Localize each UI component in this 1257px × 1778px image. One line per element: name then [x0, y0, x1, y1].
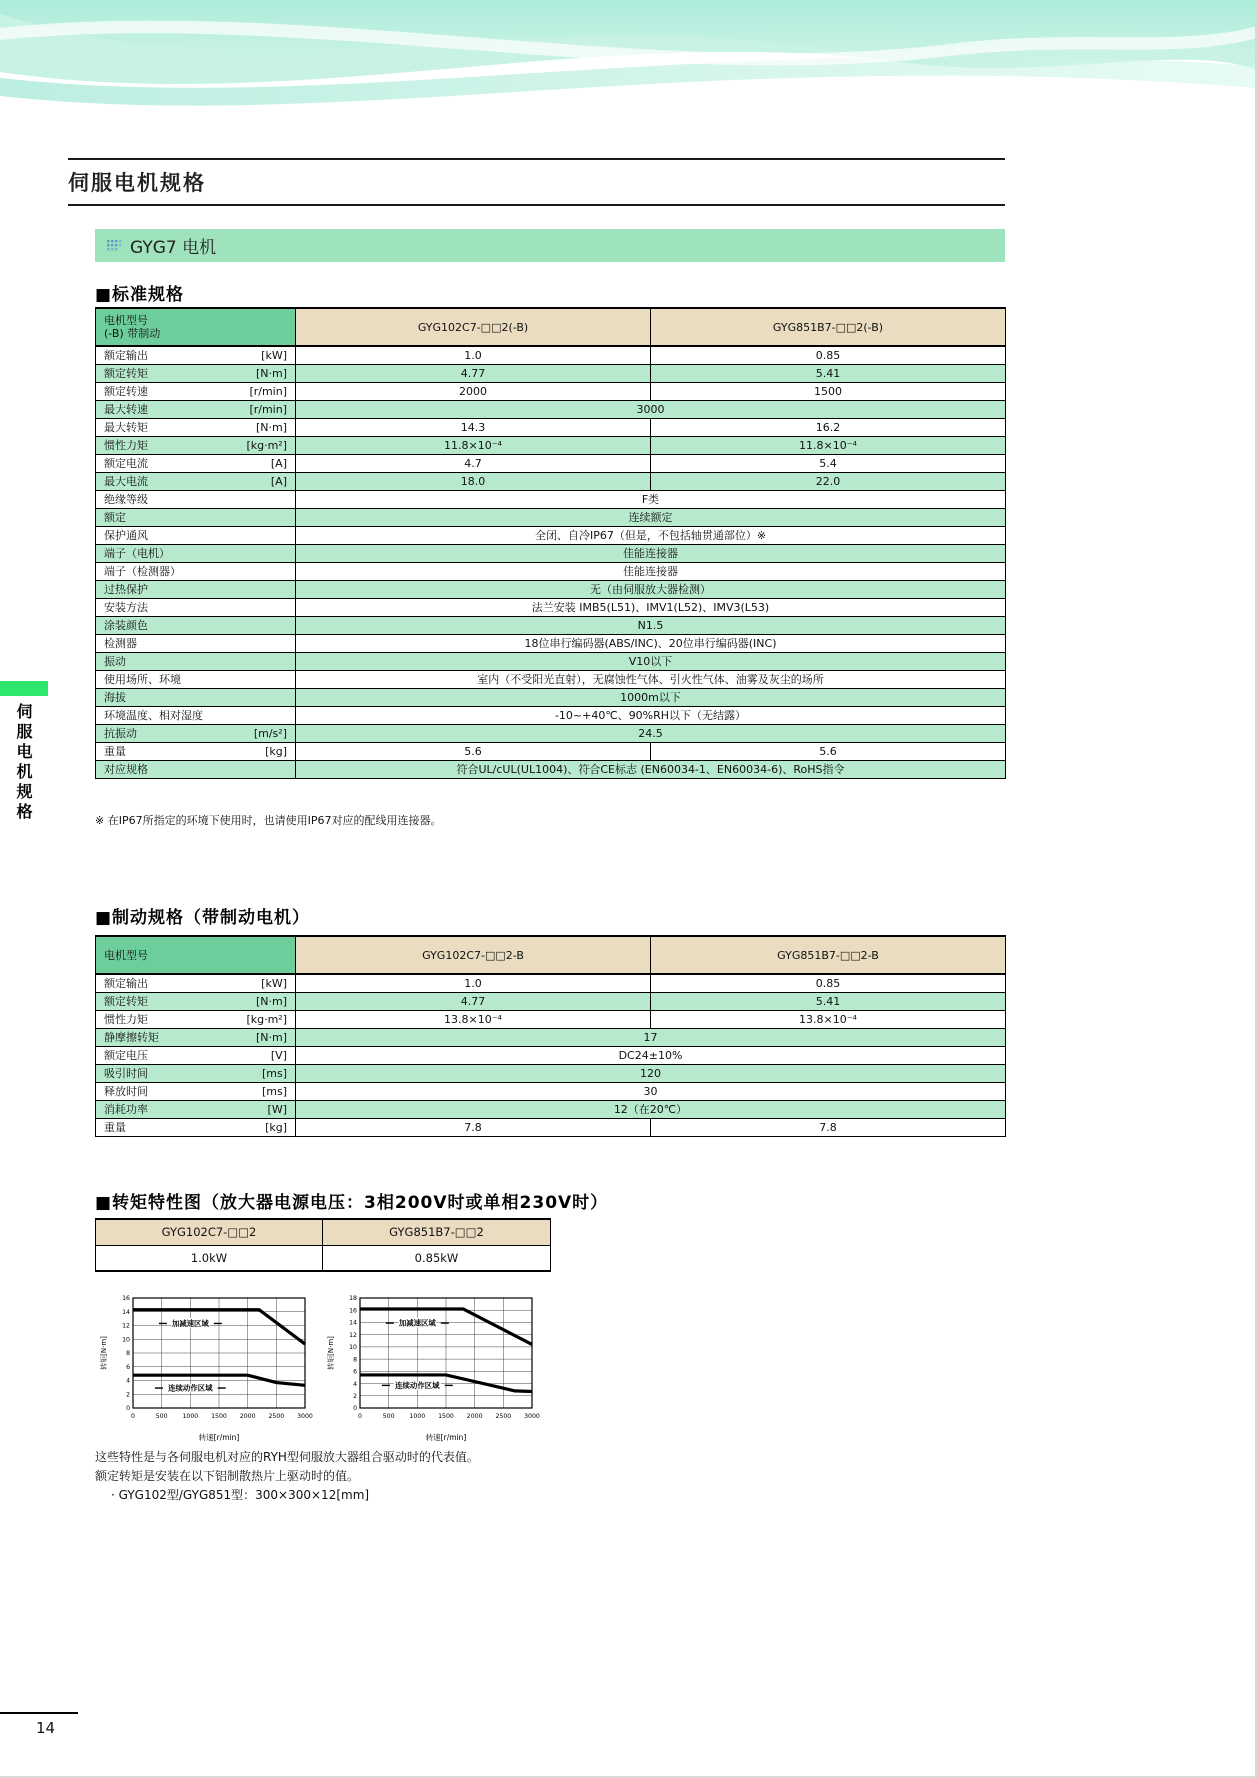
row-label: 额定转矩 [N·m] — [96, 992, 296, 1010]
series-banner-label: GYG7 电机 — [130, 238, 217, 258]
row-label: 安装方法 — [96, 598, 296, 616]
row-label: 重量 [kg] — [96, 742, 296, 760]
section-title-standard-spec: ■标准规格 — [95, 285, 185, 305]
svg-text:3000: 3000 — [297, 1413, 313, 1420]
row-value: 5.6 — [651, 742, 1006, 760]
row-label: 最大转矩 [N·m] — [96, 418, 296, 436]
row-value: 连续额定 — [296, 508, 1006, 526]
row-value: 5.4 — [651, 454, 1006, 472]
svg-text:0: 0 — [126, 1405, 130, 1413]
torque-model-table-wrap — [95, 1218, 551, 1272]
row-label: 额定转矩 [N·m] — [96, 364, 296, 382]
table-row — [96, 742, 1006, 760]
svg-text:10: 10 — [349, 1344, 357, 1352]
section-title-brake-spec: ■制动规格（带制动电机） — [95, 908, 311, 928]
row-label: 海拔 — [96, 688, 296, 706]
row-label: 额定电压 [V] — [96, 1046, 296, 1064]
table-row — [96, 688, 1006, 706]
row-label: 最大电流 [A] — [96, 472, 296, 490]
row-value: 1.0 — [296, 974, 651, 992]
svg-text:转矩[N·m]: 转矩[N·m] — [100, 1336, 108, 1370]
table-row — [96, 992, 1006, 1010]
row-value: 佳能连接器 — [296, 562, 1006, 580]
row-value: 16.2 — [651, 418, 1006, 436]
row-label: 吸引时间 [ms] — [96, 1064, 296, 1082]
row-label: 振动 — [96, 652, 296, 670]
svg-text:转速[r/min]: 转速[r/min] — [425, 1433, 467, 1442]
page-number: 14 — [36, 1719, 56, 1737]
svg-text:0: 0 — [353, 1405, 357, 1413]
header-label-line: 电机型号 — [104, 948, 148, 962]
row-value: 3000 — [296, 400, 1006, 418]
row-value: F类 — [296, 490, 1006, 508]
row-label: 消耗功率 [W] — [96, 1100, 296, 1118]
row-value: 18.0 — [296, 472, 651, 490]
table-row — [96, 616, 1006, 634]
decorative-wave — [0, 0, 1257, 135]
row-label: 额定转速 [r/min] — [96, 382, 296, 400]
table-row — [96, 760, 1006, 778]
model-power-cell: 1.0kW — [96, 1245, 323, 1271]
torque-model-table — [95, 1218, 551, 1272]
brake-spec-table — [95, 935, 1006, 1137]
row-value: 0.85 — [651, 346, 1006, 364]
title-bottom-rule — [68, 204, 1005, 206]
sidebar-tab-marker — [0, 681, 48, 696]
table-row — [96, 382, 1006, 400]
row-value: 18位串行编码器(ABS/INC)、20位串行编码器(INC) — [296, 634, 1006, 652]
table-row — [96, 1100, 1006, 1118]
row-value: 佳能连接器 — [296, 544, 1006, 562]
table-row — [96, 454, 1006, 472]
svg-text:2000: 2000 — [466, 1413, 483, 1420]
standard-spec-footnote: ※ 在IP67所指定的环境下使用时，也请使用IP67对应的配线用连接器。 — [95, 814, 442, 827]
svg-text:3000: 3000 — [524, 1413, 540, 1420]
row-label: 保护通风 — [96, 526, 296, 544]
table-header-row — [96, 308, 1006, 346]
svg-text:16: 16 — [349, 1307, 357, 1315]
row-value: 7.8 — [296, 1118, 651, 1136]
row-label: 额定输出 [kW] — [96, 974, 296, 992]
row-label: 使用场所、环境 — [96, 670, 296, 688]
row-label: 对应规格 — [96, 760, 296, 778]
svg-text:加减速区域: 加减速区域 — [171, 1319, 209, 1329]
row-value: 7.8 — [651, 1118, 1006, 1136]
row-value: 120 — [296, 1064, 1006, 1082]
row-value: 2000 — [296, 382, 651, 400]
title-top-rule — [68, 158, 1005, 160]
row-label: 释放时间 [ms] — [96, 1082, 296, 1100]
row-value: -10~+40℃、90%RH以下（无结露） — [296, 706, 1006, 724]
table-row — [96, 706, 1006, 724]
row-value: 5.6 — [296, 742, 651, 760]
header-label-line: (-B) 带制动 — [104, 327, 161, 340]
table-row — [96, 418, 1006, 436]
svg-text:2: 2 — [353, 1392, 357, 1400]
row-value: 1.0 — [296, 346, 651, 364]
row-value: 无（由伺服放大器检测） — [296, 580, 1006, 598]
row-label: 检测器 — [96, 634, 296, 652]
table-header-row — [96, 936, 1006, 974]
row-value: 4.77 — [296, 364, 651, 382]
row-value: 11.8×10⁻⁴ — [651, 436, 1006, 454]
svg-text:2500: 2500 — [495, 1413, 512, 1420]
svg-text:500: 500 — [155, 1413, 168, 1420]
section-title-torque-charts: ■转矩特性图（放大器电源电压：3相200V时或单相230V时） — [95, 1193, 609, 1213]
svg-text:6: 6 — [126, 1363, 130, 1371]
row-value: DC24±10% — [296, 1046, 1006, 1064]
row-label: 额定电流 [A] — [96, 454, 296, 472]
row-label: 涂装颜色 — [96, 616, 296, 634]
svg-text:10: 10 — [122, 1336, 130, 1344]
row-value: 1500 — [651, 382, 1006, 400]
model-header-cell: GYG102C7-□□2(-B) — [296, 308, 651, 346]
row-value: 1000m以下 — [296, 688, 1006, 706]
table-row — [96, 634, 1006, 652]
row-label: 额定 — [96, 508, 296, 526]
svg-text:1000: 1000 — [182, 1413, 199, 1420]
model-header-cell: GYG851B7-□□2 — [323, 1219, 551, 1245]
row-label: 抗振动 [m/s²] — [96, 724, 296, 742]
row-label: 惯性力矩 [kg·m²] — [96, 436, 296, 454]
header-label-line: 电机型号 — [104, 314, 148, 327]
torque-chart-gyg102 — [97, 1288, 314, 1446]
row-label: 端子（电机） — [96, 544, 296, 562]
row-label: 最大转速 [r/min] — [96, 400, 296, 418]
row-value: 4.7 — [296, 454, 651, 472]
table-row — [96, 1118, 1006, 1136]
table-row — [96, 346, 1006, 364]
table-row — [96, 580, 1006, 598]
grid-dots-icon — [107, 240, 122, 251]
table-row — [96, 1082, 1006, 1100]
svg-text:2000: 2000 — [239, 1413, 256, 1420]
row-value: 11.8×10⁻⁴ — [296, 436, 651, 454]
row-value: 17 — [296, 1028, 1006, 1046]
row-value: 24.5 — [296, 724, 1006, 742]
table-row — [96, 1046, 1006, 1064]
table-row — [96, 544, 1006, 562]
table-row — [96, 974, 1006, 992]
svg-text:14: 14 — [122, 1308, 130, 1316]
table-row — [96, 1064, 1006, 1082]
table-row — [96, 562, 1006, 580]
svg-text:12: 12 — [122, 1322, 130, 1330]
row-label: 过热保护 — [96, 580, 296, 598]
svg-text:8: 8 — [353, 1356, 357, 1364]
note-line: · GYG102型/GYG851型：300×300×12[mm] — [111, 1488, 370, 1502]
table-row — [96, 1245, 551, 1271]
svg-text:4: 4 — [353, 1380, 357, 1388]
svg-text:0: 0 — [358, 1413, 362, 1420]
svg-text:0: 0 — [131, 1413, 135, 1420]
table-row — [96, 472, 1006, 490]
svg-text:连续动作区域: 连续动作区域 — [168, 1383, 213, 1393]
row-value: 室内（不受阳光直射），无腐蚀性气体、引火性气体、油雾及灰尘的场所 — [296, 670, 1006, 688]
sidebar-section-label: 伺服电机规格 — [14, 703, 33, 823]
series-banner — [95, 229, 1005, 262]
row-value: 0.85 — [651, 974, 1006, 992]
table-row — [96, 490, 1006, 508]
row-label: 惯性力矩 [kg·m²] — [96, 1010, 296, 1028]
svg-text:18: 18 — [349, 1295, 357, 1303]
svg-text:2500: 2500 — [268, 1413, 285, 1420]
svg-text:转矩[N·m]: 转矩[N·m] — [327, 1336, 335, 1370]
svg-text:1500: 1500 — [211, 1413, 227, 1420]
svg-text:转速[r/min]: 转速[r/min] — [198, 1433, 240, 1442]
row-value: 12（在20℃） — [296, 1100, 1006, 1118]
table-row — [96, 724, 1006, 742]
footer-rule — [0, 1712, 78, 1714]
svg-text:1000: 1000 — [409, 1413, 426, 1420]
row-label: 额定输出 [kW] — [96, 346, 296, 364]
row-value: N1.5 — [296, 616, 1006, 634]
row-value: 符合UL/cUL(UL1004)、符合CE标志 (EN60034-1、EN60034-6)、RoHS指令 — [296, 760, 1006, 778]
row-label: 环境温度、相对湿度 — [96, 706, 296, 724]
table-row — [96, 526, 1006, 544]
model-power-cell: 0.85kW — [323, 1245, 551, 1271]
svg-text:6: 6 — [353, 1368, 357, 1376]
row-value: 5.41 — [651, 992, 1006, 1010]
svg-text:12: 12 — [349, 1331, 357, 1339]
table-row — [96, 1219, 551, 1245]
torque-notes — [95, 1448, 479, 1505]
model-header-cell: GYG102C7-□□2-B — [296, 936, 651, 974]
table-row — [96, 652, 1006, 670]
row-value: 22.0 — [651, 472, 1006, 490]
model-header-cell: GYG102C7-□□2 — [96, 1219, 323, 1245]
svg-text:连续动作区域: 连续动作区域 — [395, 1380, 440, 1390]
table-row — [96, 364, 1006, 382]
table-row — [96, 1010, 1006, 1028]
table-row — [96, 508, 1006, 526]
model-header-cell: GYG851B7-□□2(-B) — [651, 308, 1006, 346]
table-row — [96, 1028, 1006, 1046]
row-value: 14.3 — [296, 418, 651, 436]
table-row — [96, 598, 1006, 616]
svg-text:加减速区域: 加减速区域 — [398, 1318, 436, 1328]
table-row — [96, 670, 1006, 688]
row-value: 4.77 — [296, 992, 651, 1010]
svg-text:8: 8 — [126, 1350, 130, 1358]
row-value: 13.8×10⁻⁴ — [651, 1010, 1006, 1028]
row-value: 法兰安装 IMB5(L51)、IMV1(L52)、IMV3(L53) — [296, 598, 1006, 616]
header-label-cell — [96, 308, 296, 346]
row-value: 5.41 — [651, 364, 1006, 382]
standard-spec-table-wrap — [95, 307, 1006, 779]
row-value: 全闭、自冷IP67（但是，不包括轴贯通部位）※ — [296, 526, 1006, 544]
svg-text:4: 4 — [126, 1377, 130, 1385]
row-value: 13.8×10⁻⁴ — [296, 1010, 651, 1028]
row-label: 重量 [kg] — [96, 1118, 296, 1136]
svg-text:2: 2 — [126, 1391, 130, 1399]
svg-text:14: 14 — [349, 1319, 357, 1327]
row-value: V10以下 — [296, 652, 1006, 670]
row-label: 静摩擦转矩 [N·m] — [96, 1028, 296, 1046]
row-value: 30 — [296, 1082, 1006, 1100]
header-label-cell — [96, 936, 296, 974]
note-line: 这些特性是与各伺服电机对应的RYH型伺服放大器组合驱动时的代表值。 — [95, 1450, 479, 1464]
svg-text:16: 16 — [122, 1295, 130, 1303]
standard-spec-table — [95, 307, 1006, 779]
svg-text:500: 500 — [382, 1413, 395, 1420]
brake-spec-table-wrap — [95, 935, 1006, 1137]
table-row — [96, 400, 1006, 418]
svg-text:1500: 1500 — [438, 1413, 454, 1420]
note-line: 额定转矩是安装在以下铝制散热片上驱动时的值。 — [95, 1469, 360, 1483]
row-label: 端子（检测器） — [96, 562, 296, 580]
row-label: 绝缘等级 — [96, 490, 296, 508]
table-row — [96, 436, 1006, 454]
model-header-cell: GYG851B7-□□2-B — [651, 936, 1006, 974]
torque-chart-gyg851 — [324, 1288, 541, 1446]
page-title: 伺服电机规格 — [68, 171, 206, 195]
